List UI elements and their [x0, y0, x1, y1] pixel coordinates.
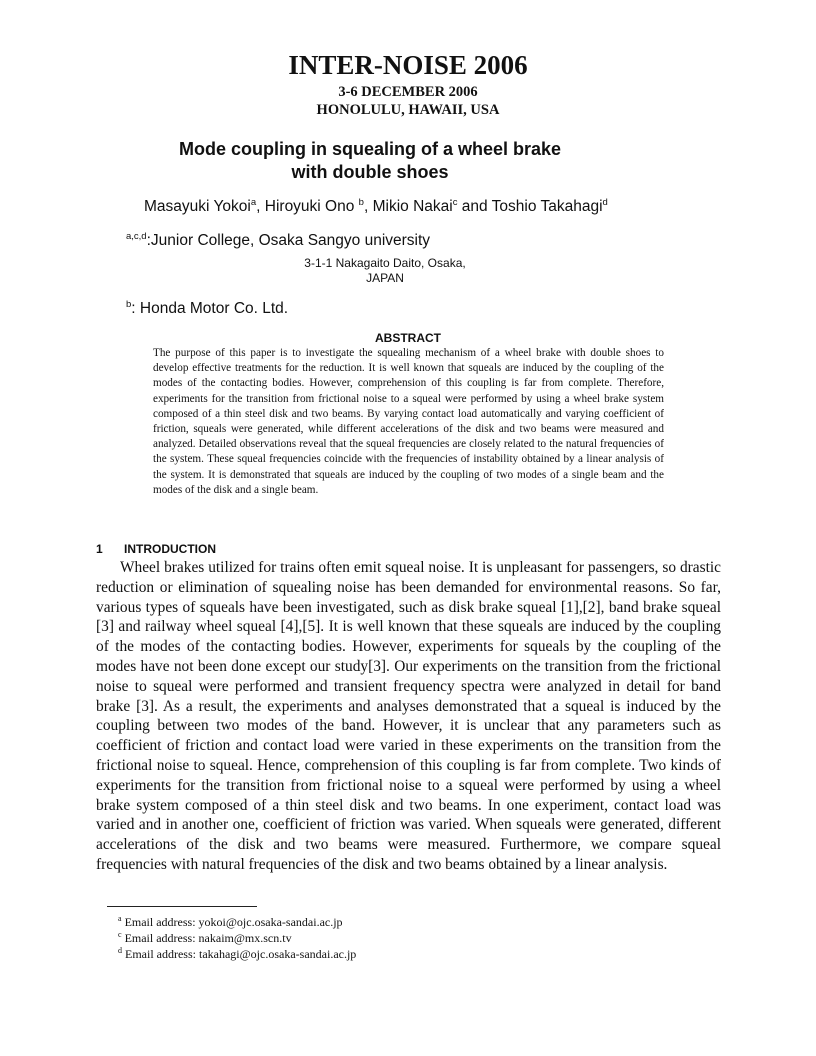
author-name: Mikio Nakai: [372, 198, 453, 215]
paper-title-line-2: with double shoes: [291, 162, 449, 182]
author-affiliation-mark: c: [452, 196, 458, 208]
author-name: Masayuki Yokoi: [144, 198, 251, 215]
author-affiliation-mark: b: [358, 196, 364, 208]
affiliation-1-address: [300, 256, 470, 286]
author-separator: ,: [363, 198, 373, 215]
author-name: Hiroyuki Ono: [264, 198, 359, 215]
author-list: [144, 198, 608, 216]
author-separator: ,: [256, 198, 265, 215]
affiliation-2-mark: b: [126, 298, 132, 310]
author-affiliation-mark: a: [250, 196, 257, 208]
paper-title: [0, 138, 740, 184]
conference-location: HONOLULU, HAWAII, USA: [316, 102, 500, 118]
conference-date: 3-6 DECEMBER 2006: [338, 84, 478, 100]
footnote-text: Email address: yokoi@ojc.osaka-sandai.ac.jp: [124, 915, 343, 929]
author-affiliation-mark: d: [602, 196, 608, 208]
affiliation-1-mark: a,c,d: [126, 230, 147, 242]
footnote-mark: a: [118, 914, 122, 923]
footnote-divider: [107, 906, 257, 907]
affiliation-2-name: : Honda Motor Co. Ltd.: [131, 300, 289, 317]
footnote-mark: d: [118, 946, 122, 955]
footnotes: [118, 914, 356, 962]
affiliation-1-address-line-1: 3-1-1 Nakagaito Daito, Osaka,: [304, 256, 466, 270]
affiliation-1: [126, 232, 430, 250]
abstract-heading: ABSTRACT: [375, 331, 441, 345]
footnote-item: [118, 930, 356, 946]
affiliation-1-name: :Junior College, Osaka Sangyo university: [146, 232, 431, 249]
footnote-text: Email address: takahagi@ojc.osaka-sandai.ac.jp: [125, 947, 357, 961]
footnote-mark: c: [118, 930, 122, 939]
section-number: 1: [96, 542, 103, 556]
affiliation-1-address-line-2: JAPAN: [366, 271, 404, 285]
footnote-text: Email address: nakaim@mx.scn.tv: [124, 931, 292, 945]
abstract-text: The purpose of this paper is to investigate the squealing mechanism of a wheel brake with double shoes to develop effective treatments for the reduction. It is well known that squeals are induced by the coupling of the modes of the contacting bodies. However, comprehension of this coupling is far from complete. Therefore, experiments for the transition from frictional noise to a squeal were performed by using a wheel brake system composed of a thin steel disk and two beams. By varying contact load automatically and varying coefficient of friction, squeals were generated, while different accelerations of the disk and two beams were measured and analyzed. Detailed observations reveal that the squeal frequencies are closely related to the natural frequencies of the system. These squeal frequencies coincide with the frequencies of instability obtained by a linear analysis of the system. It is demonstrated that squeals are induced by the coupling of two modes of a single beam and the modes of the disk and a single beam.: [153, 347, 664, 496]
introduction-text: Wheel brakes utilized for trains often emit squeal noise. It is unpleasant for passengers, so drastic reduction or elimination of squealing noise has been demanded for environmental reasons. So far, various types of squeals have been investigated, such as disk brake squeal [1],[2], band brake squeal [3] and railway wheel squeal [4],[5]. It is well known that these squeals are induced by the coupling of the modes of the contacting bodies. However, experiments for squeals by the coupling of the modes have not been done except our study[3]. Our experiments on the transition from the frictional noise to squeal were performed and transient frequency spectra were analyzed in detail for band brake [3]. As a result, the experiments and analyses demonstrated that a squeal is induced by the coupling between two modes of the band. However, it is unclear that any parameters such as coefficient of friction and contact load were varied in these experiments on the transition from the frictional noise to squeal. Hence, comprehension of this coupling is far from complete. Two kinds of experiments for the transition from frictional noise to a squeal were performed by using a wheel brake system composed of a thin steel disk and two beams. In one experiment, contact load was varied and in another one, coefficient of friction was varied. When squeals were generated, different accelerations of the disk and two beams were measured. Furthermore, we compare squeal frequencies with natural frequencies of the disk and two beams obtained by a linear analysis.: [96, 559, 721, 873]
section-heading: [96, 542, 216, 556]
section-title: INTRODUCTION: [124, 542, 216, 556]
footnote-item: [118, 946, 356, 962]
author-separator: and: [457, 198, 492, 215]
paper-title-line-1: Mode coupling in squealing of a wheel brake: [178, 139, 562, 159]
author-name: Toshio Takahagi: [491, 198, 603, 215]
conference-title: INTER-NOISE 2006: [288, 50, 528, 80]
affiliation-2: [126, 300, 288, 318]
footnote-item: [118, 914, 356, 930]
